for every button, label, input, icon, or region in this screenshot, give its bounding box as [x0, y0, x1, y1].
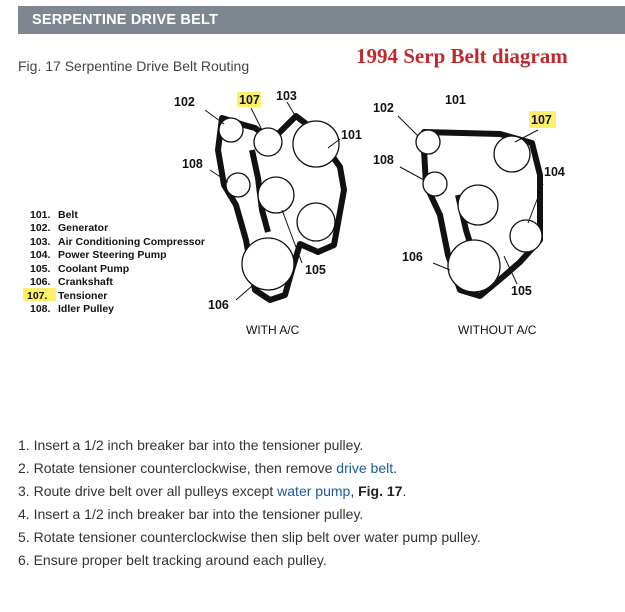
- legend-code: 102.: [30, 222, 51, 234]
- caption-without-ac: WITHOUT A/C: [458, 323, 537, 337]
- water-pump-link[interactable]: water pump: [277, 483, 351, 499]
- pulley-103-ac-compressor: [293, 121, 339, 167]
- legend-label: Tensioner: [58, 290, 108, 302]
- legend-label: Crankshaft: [58, 276, 113, 288]
- legend-code: 103.: [30, 236, 51, 248]
- callout-left-106: 106: [208, 298, 229, 312]
- pulley-107-tensioner: [254, 128, 282, 156]
- legend-code: 108.: [30, 303, 51, 315]
- callout-left-105: 105: [305, 263, 326, 277]
- list-item: 3. Route drive belt over all pulleys except water pump, Fig. 17.: [18, 483, 407, 499]
- diagram-without-ac: [398, 116, 543, 296]
- legend-label: Air Conditioning Compressor: [58, 236, 205, 248]
- caption-with-ac: WITH A/C: [246, 323, 300, 337]
- list-item: 6. Ensure proper belt tracking around each pulley.: [18, 552, 327, 568]
- callout-right-104: 104: [544, 165, 565, 179]
- section-title: SERPENTINE DRIVE BELT: [32, 12, 219, 28]
- callout-right-101: 101: [445, 93, 466, 107]
- legend-label: Belt: [58, 209, 78, 221]
- pulley-106-crankshaft: [448, 240, 500, 292]
- pulley-105-coolant: [458, 185, 498, 225]
- figure-caption: Fig. 17 Serpentine Drive Belt Routing: [18, 58, 250, 74]
- section-header: [18, 6, 625, 34]
- pulley-104-ps-pump: [510, 220, 542, 252]
- pulley-108-idler: [423, 172, 447, 196]
- list-item: 2. Rotate tensioner counterclockwise, then remove drive belt.: [18, 460, 397, 476]
- legend-label: Idler Pulley: [58, 303, 115, 315]
- callout-left-108: 108: [182, 157, 203, 171]
- callout-left-107: 107: [239, 93, 260, 107]
- callout-left-103: 103: [276, 89, 297, 103]
- callout-left-102: 102: [174, 95, 195, 109]
- callout-right-107: 107: [531, 113, 552, 127]
- pulley-102-generator: [416, 130, 440, 154]
- callout-right-106: 106: [402, 250, 423, 264]
- legend-label: Generator: [58, 222, 109, 234]
- list-item: 4. Insert a 1/2 inch breaker bar into the tensioner pulley.: [18, 506, 364, 522]
- callout-right-108: 108: [373, 153, 394, 167]
- instruction-list: [18, 437, 481, 575]
- legend-code: 104.: [30, 249, 51, 261]
- figure-ref: Fig. 17: [358, 483, 403, 499]
- pulley-101-idler-top: [494, 136, 530, 172]
- drive-belt-link[interactable]: drive belt: [336, 460, 394, 476]
- pulley-108-idler: [226, 173, 250, 197]
- pulley-105-coolant: [258, 177, 294, 213]
- legend-code: 106.: [30, 276, 51, 288]
- legend-code: 107.: [27, 290, 48, 302]
- callout-left-101: 101: [341, 128, 362, 142]
- callout-right-102: 102: [373, 101, 394, 115]
- legend-label: Power Steering Pump: [58, 249, 167, 261]
- callout-right-105: 105: [511, 284, 532, 298]
- legend-code: 101.: [30, 209, 51, 221]
- list-item: 1. Insert a 1/2 inch breaker bar into the tensioner pulley.: [18, 437, 364, 453]
- pulley-104-ps-pump: [297, 203, 335, 241]
- pulley-106-crankshaft: [242, 238, 294, 290]
- overlay-title: 1994 Serp Belt diagram: [356, 44, 568, 68]
- legend-code: 105.: [30, 263, 51, 275]
- list-item: 5. Rotate tensioner counterclockwise then slip belt over water pump pulley.: [18, 529, 481, 545]
- pulley-102-generator: [219, 118, 243, 142]
- belt-routing-diagram: [0, 80, 625, 350]
- legend-label: Coolant Pump: [58, 263, 130, 275]
